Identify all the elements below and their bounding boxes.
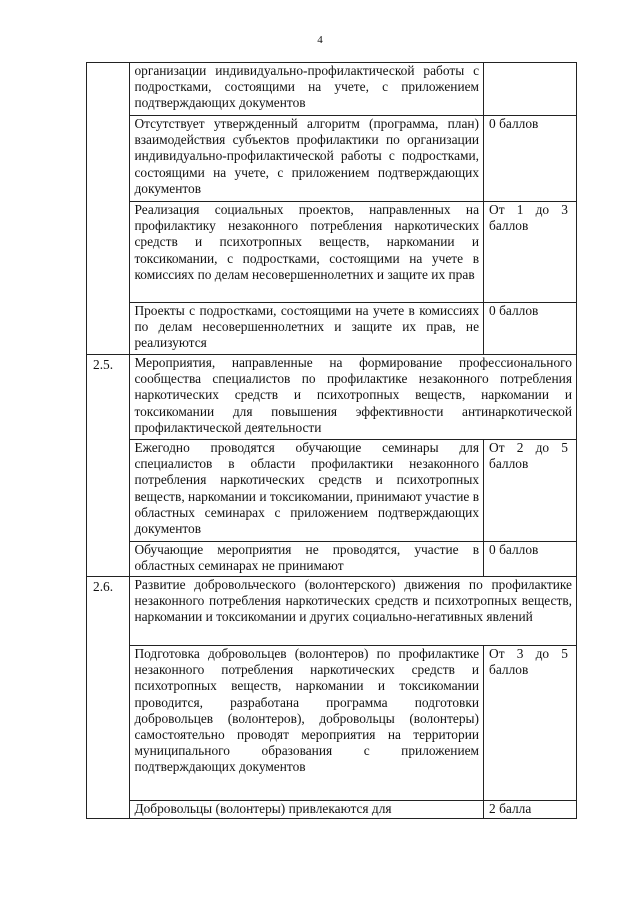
points-cell: 0 баллов bbox=[484, 303, 577, 355]
criterion-cell: Подготовка добровольцев (волонтеров) по профилактике незаконного потребления наркотических средств и психотропных веществ, наркомании и токсикомании проводится, разработана программа подготовки добровольцев (волонтеров), добровольцы (волонтеры) самостоятельно проводят мероприятия на территории муниципального образования с приложением подтверждающих документов bbox=[130, 646, 484, 801]
criterion-cell: Ежегодно проводятся обучающие семинары для специалистов в области профилактики незаконного потребления наркотических средств и психотропных веществ, наркомании и токсикомании, принимают участие в областных семинарах с приложением подтверждающих документов bbox=[130, 440, 484, 542]
points-cell bbox=[484, 63, 577, 116]
points-cell: 0 баллов bbox=[484, 116, 577, 202]
points-cell: От 3 до 5 баллов bbox=[484, 646, 577, 801]
criterion-cell: Реализация социальных проектов, направленных на профилактику незаконного потребления наркотических средств и психотропных веществ, наркомании и токсикомании, с подростками, состоящими на учете в комиссиях по делам несовершеннолетних и защите их прав bbox=[130, 202, 484, 303]
page-number: 4 bbox=[317, 34, 323, 46]
table-row bbox=[87, 577, 577, 646]
table-row bbox=[87, 440, 577, 542]
criteria-table bbox=[86, 62, 577, 819]
criterion-cell: Проекты с подростками, состоящими на учете в комиссиях по делам несовершеннолетних и защите их прав, не реализуются bbox=[130, 303, 484, 355]
section-heading-cell: Мероприятия, направленные на формирование профессионального сообщества специалистов по профилактике незаконного потребления наркотических средств и психотропных веществ, наркомании и токсикомании для повышения эффективности антинаркотической профилактической деятельности bbox=[130, 355, 577, 440]
table-row bbox=[87, 116, 577, 202]
section-heading-cell: Развитие добровольческого (волонтерского) движения по профилактике незаконного потребления наркотических средств и психотропных веществ, наркомании и токсикомании и других социально-негативных явлений bbox=[130, 577, 577, 646]
table-row bbox=[87, 542, 577, 577]
row-number: 2.5. bbox=[87, 355, 130, 577]
table-row bbox=[87, 646, 577, 801]
points-cell: 2 балла bbox=[484, 801, 577, 819]
criterion-cell: Обучающие мероприятия не проводятся, участие в областных семинарах не принимают bbox=[130, 542, 484, 577]
criterion-cell: Отсутствует утвержденный алгоритм (программа, план) взаимодействия субъектов профилактики по организации индивидуально-профилактической работы с подростками, состоящими на учете, с приложением подтверждающих документов bbox=[130, 116, 484, 202]
points-cell: 0 баллов bbox=[484, 542, 577, 577]
points-cell: От 2 до 5 баллов bbox=[484, 440, 577, 542]
points-cell: От 1 до 3 баллов bbox=[484, 202, 577, 303]
table-row bbox=[87, 63, 577, 116]
table-row bbox=[87, 801, 577, 819]
row-number bbox=[87, 63, 130, 355]
criterion-cell: Добровольцы (волонтеры) привлекаются для bbox=[130, 801, 484, 819]
table-row bbox=[87, 202, 577, 303]
table-row bbox=[87, 303, 577, 355]
row-number: 2.6. bbox=[87, 577, 130, 819]
table-row bbox=[87, 355, 577, 440]
criterion-cell: организации индивидуально-профилактической работы с подростками, состоящими на учете, с приложением подтверждающих документов bbox=[130, 63, 484, 116]
